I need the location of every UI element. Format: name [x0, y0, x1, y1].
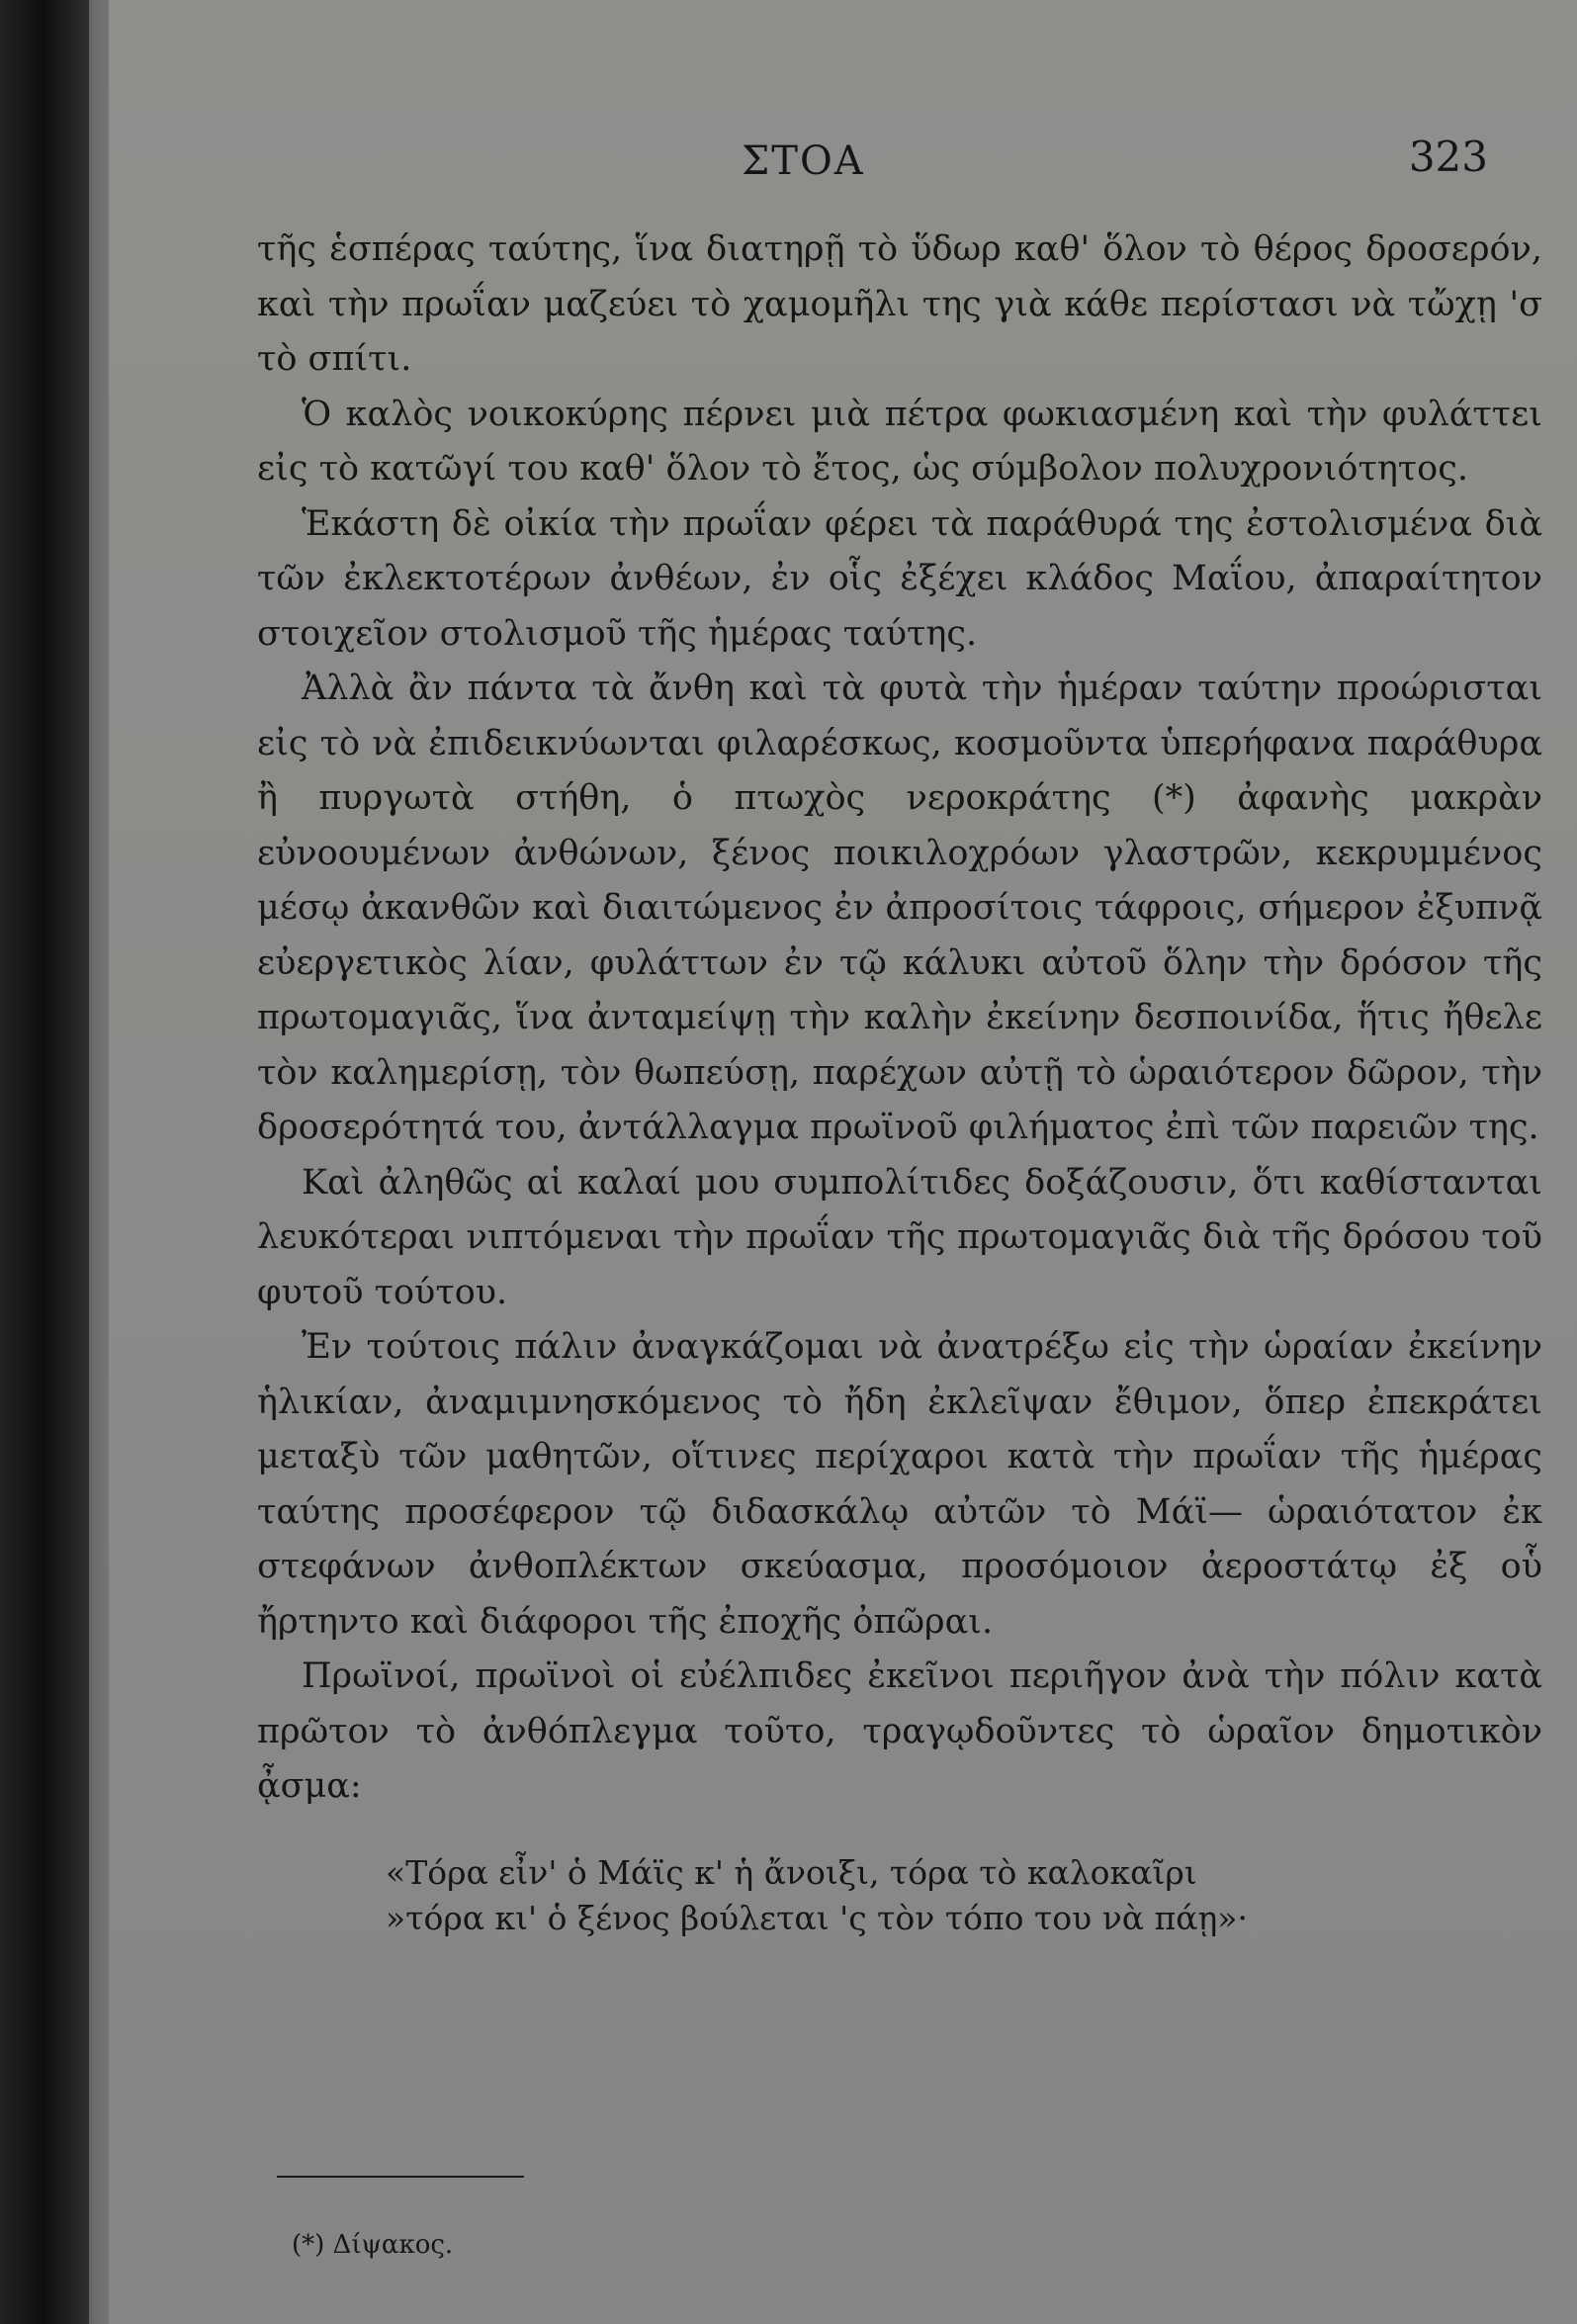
page-header	[109, 133, 1577, 198]
page-sheet	[109, 0, 1577, 2324]
poem-line: «Τόρα εἶν' ὁ Μάϊς κ' ἡ ἄνοιξι, τόρα τὸ καλοκαῖρι	[386, 1852, 1197, 1892]
footnote: (*) Δίψακος.	[292, 2230, 454, 2260]
poem-line: »τόρα κι' ὁ ξένος βούλεται 'ς τὸν τόπο του νὰ πάῃ»·	[386, 1898, 1248, 1937]
paragraph: Ἑκάστη δὲ οἰκία τὴν πρωΐαν φέρει τὰ παράθυρά της ἐστολισμένα διὰ τῶν ἐκλεκτοτέρων ἀνθέων, ἐν οἷς ἐξέχει κλάδος Μαΐου, ἀπαραίτητον στοιχεῖον στολισμοῦ τῆς ἡμέρας ταύτης.	[257, 503, 1542, 654]
footnote-divider	[277, 2176, 524, 2178]
paragraph: τῆς ἑσπέρας ταύτης, ἵνα διατηρῇ τὸ ὕδωρ καθ' ὅλον τὸ θέρος δροσερόν, καὶ τὴν πρωΐαν μαζεύει τὸ χαμομῆλι της γιὰ κάθε περίστασι νὰ τὤχῃ 'σ τὸ σπίτι.	[257, 229, 1542, 379]
page-number: 323	[1408, 133, 1488, 181]
paragraph: Ἀλλὰ ἂν πάντα τὰ ἄνθη καὶ τὰ φυτὰ τὴν ἡμέραν ταύτην προώρισται εἰς τὸ νὰ ἐπιδεικνύωνται φιλαρέσκως, κοσμοῦντα ὑπερήφανα παράθυρα ἢ πυργωτὰ στήθη, ὁ πτωχὸς νεροκράτης (*) ἀφανὴς μακρὰν εὐνοουμένων ἀνθώνων, ξένος ποικιλοχρόων γλαστρῶν, κεκρυμμένος μέσῳ ἀκανθῶν καὶ διαιτώμενος ἐν ἀπροσίτοις τάφροις, σήμερον ἐξυπνᾷ εὐεργετικὸς λίαν, φυλάττων ἐν τῷ κάλυκι αὐτοῦ ὅλην τὴν δρόσον τῆς πρωτομαγιᾶς, ἵνα ἀνταμείψῃ τὴν καλὴν ἐκείνην δεσποινίδα, ἥτις ἤθελε τὸν καλημερίσῃ, τὸν θωπεύσῃ, παρέχων αὐτῇ τὸ ὡραιότερον δῶρον, τὴν δροσερότητά του, ἀντάλλαγμα πρωϊνοῦ φιλήματος ἐπὶ τῶν παρειῶν της.	[257, 669, 1542, 1147]
paragraph: Ὁ καλὸς νοικοκύρης πέρνει μιὰ πέτρα φωκιασμένη καὶ τὴν φυλάττει εἰς τὸ κατῶγί του καθ' ὅλον τὸ ἔτος, ὡς σύμβολον πολυχρονιότητος.	[257, 394, 1542, 489]
paragraph: Ἐν τούτοις πάλιν ἀναγκάζομαι νὰ ἀνατρέξω εἰς τὴν ὡραίαν ἐκείνην ἡλικίαν, ἀναμιμνησκόμενος τὸ ἤδη ἐκλεῖψαν ἔθιμον, ὅπερ ἐπεκράτει μεταξὺ τῶν μαθητῶν, οἵτινες περίχαροι κατὰ τὴν πρωΐαν τῆς ἡμέρας ταύτης προσέφερον τῷ διδασκάλῳ αὐτῶν τὸ Μάϊ— ὡραιότατον ἐκ στεφάνων ἀνθοπλέκτων σκεύασμα, προσόμοιον ἀεροστάτῳ ἐξ οὗ ἤρτηντο καὶ διάφοροι τῆς ἐποχῆς ὀπῶραι.	[257, 1327, 1542, 1642]
paragraph: Καὶ ἀληθῶς αἱ καλαί μου συμπολίτιδες δοξάζουσιν, ὅτι καθίστανται λευκότεραι νιπτόμεναι τὴν πρωΐαν τῆς πρωτομαγιᾶς διὰ τῆς δρόσου τοῦ φυτοῦ τούτου.	[257, 1162, 1542, 1312]
running-title: ΣΤΟΑ	[742, 138, 865, 184]
poem-quote	[386, 1850, 1542, 1941]
book-binding	[0, 0, 89, 2324]
paragraph: Πρωϊνοί, πρωϊνοὶ οἱ εὐέλπιδες ἐκεῖνοι περιῆγον ἀνὰ τὴν πόλιν κατὰ πρῶτον τὸ ἀνθόπλεγμα τοῦτο, τραγῳδοῦντες τὸ ὡραῖον δημοτικὸν ᾆσμα:	[257, 1656, 1542, 1806]
body-text	[257, 223, 1542, 1941]
